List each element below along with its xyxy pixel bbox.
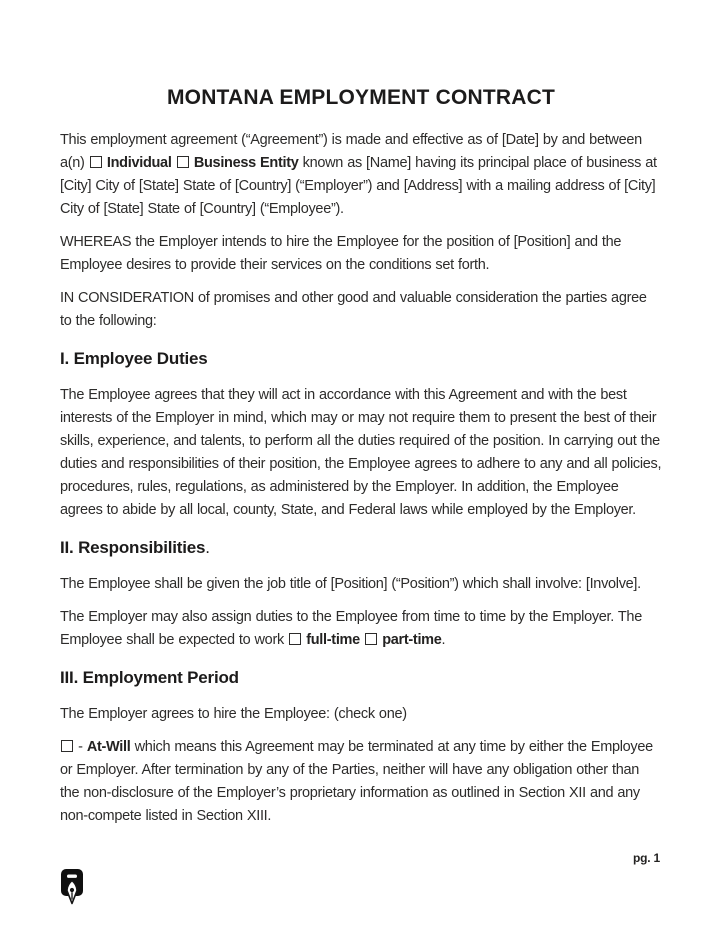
intro-text-end: known as [Name] having its principal place of business at [City] City of [State] State of [Country] (“Employer”) and [Address] with a mailing address of [City] City of [State] State of [Country] (“Employee”).	[60, 155, 657, 217]
section-3-paragraph-1: The Employer agrees to hire the Employee: (check one)	[60, 706, 407, 722]
document-title: MONTANA EMPLOYMENT CONTRACT	[166, 86, 556, 109]
checkbox-icon-part-time	[365, 633, 377, 645]
consideration-paragraph: IN CONSIDERATION of promises and other good and valuable consideration the parties agree to the following:	[60, 290, 647, 329]
section-1-heading: I. Employee Duties	[60, 349, 208, 368]
section-2-heading-text: II. Responsibilities	[60, 538, 206, 557]
checkbox-icon-full-time	[289, 633, 301, 645]
pen-nib-logo-icon	[60, 869, 84, 907]
whereas-paragraph: WHEREAS the Employer intends to hire the Employee for the position of [Position] and the Employee desires to provide their services on the conditions set forth.	[60, 234, 622, 273]
individual-option-label: Individual	[106, 155, 172, 171]
checkbox-icon-business-entity	[177, 156, 189, 168]
full-time-option-label: full-time	[306, 632, 360, 648]
at-will-dash: -	[78, 739, 83, 755]
section-2-heading	[60, 536, 662, 560]
page-number: pg. 1	[632, 851, 660, 865]
work-schedule-text: The Employer may also assign duties to the Employee from time to time by the Employer. The Employee shall be expected to work	[60, 609, 642, 648]
business-entity-option-label: Business Entity	[193, 155, 299, 171]
section-2-paragraph-1: The Employee shall be given the job title of [Position] (“Position”) which shall involve: [Involve].	[60, 576, 641, 592]
section-1-body: The Employee agrees that they will act in accordance with this Agreement and with the best interests of the Employer in mind, which may or may not require them to present the best of their skills, experience, and talents, to perform all the duties required of the position. In carrying out the duties and responsibilities of their position, the Employee agrees to adhere to any and all policies, procedures, rules, regulations, as administered by the Employer. In addition, the Employee agrees to abide by all local, county, State, and Federal laws while employed by the Employer.	[60, 387, 662, 518]
at-will-paragraph	[60, 736, 662, 828]
section-2-paragraph-2	[60, 606, 662, 652]
intro-text-start: This employment agreement (“Agreement”) is made and effective as of [Date] by and between a(n)	[60, 132, 642, 171]
section-3-heading: III. Employment Period	[60, 668, 239, 687]
section-2-heading-period: .	[205, 538, 210, 557]
checkbox-icon-individual	[90, 156, 102, 168]
at-will-text: which means this Agreement may be terminated at any time by either the Employee or Employer. After termination by any of the Parties, neither will have any obligation other than the non-disclosure of the Employer’s proprietary information as outlined in Section XII and any non-compete listed in Section XIII.	[60, 739, 653, 824]
checkbox-icon-at-will	[61, 740, 73, 752]
intro-paragraph	[60, 129, 662, 221]
work-schedule-period: .	[441, 632, 446, 648]
at-will-label: At-Will	[86, 739, 131, 755]
part-time-option-label: part-time	[382, 632, 442, 648]
